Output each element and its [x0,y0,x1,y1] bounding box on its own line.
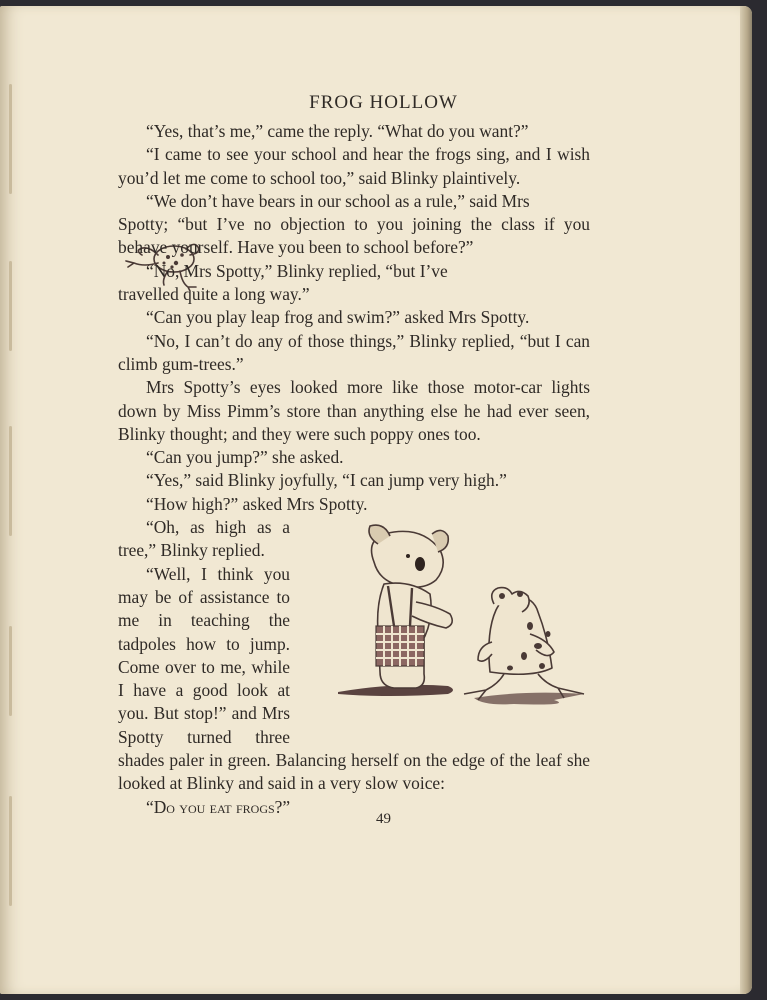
running-head: FROG HOLLOW [309,92,458,113]
paragraph: travelled quite a long way.” [118,284,310,305]
binding-stitch [9,261,12,351]
paragraph: “Oh, as high as a tree,” Blinky replied. [118,517,290,561]
paragraph: “I came to see your school and hear the frogs sing, and I wish you’d let me come to school too,” said Blinky plaintively. [118,144,590,188]
page-edge [740,6,752,994]
paragraph: Mrs Spotty’s eyes looked more like those motor-car lights down by Miss Pimm’s store than anything else he had ever seen, Blinky thought; and they were such poppy ones too. [118,377,590,444]
paragraph: “Yes, that’s me,” came the reply. “What do you want?” [146,121,529,141]
binding-stitch [9,626,12,716]
paragraph: Spotty; “but I’ve no objection to you joining the class if you behave yourself. Have you been to school before?” [118,214,590,258]
paragraph: “No, Mrs Spotty,” Blinky replied, “but I’ve [146,260,448,281]
paragraph: “Yes,” said Blinky joyfully, “I can jump very high.” [146,470,507,491]
paragraph: “Can you play leap frog and swim?” asked Mrs Spotty. [146,307,530,328]
binding-stitch [9,426,12,536]
paragraph: “Well, I think you may be of assistance to me in teaching the tadpoles how to jump. Come over to me, while I have a good look at you. But stop!” and Mrs Spotty turned three shades paler in green. Balancing herself on the edge of the leaf she looked at Blinky and said in a very slow voice: [118,563,590,794]
page-number: 49 [376,811,391,827]
paragraph: “Can you jump?” she asked. [146,447,344,468]
small-caps-question: “Do you eat frogs?” [146,796,291,817]
paragraph: “No, I can’t do any of those things,” Blinky replied, “but I can climb gum-trees.” [118,330,590,374]
paragraph: “How high?” asked Mrs Spotty. [146,493,368,514]
koala-and-frog-illustration [334,522,596,722]
paragraph: “We don’t have bears in our school as a rule,” said Mrs [146,190,530,211]
